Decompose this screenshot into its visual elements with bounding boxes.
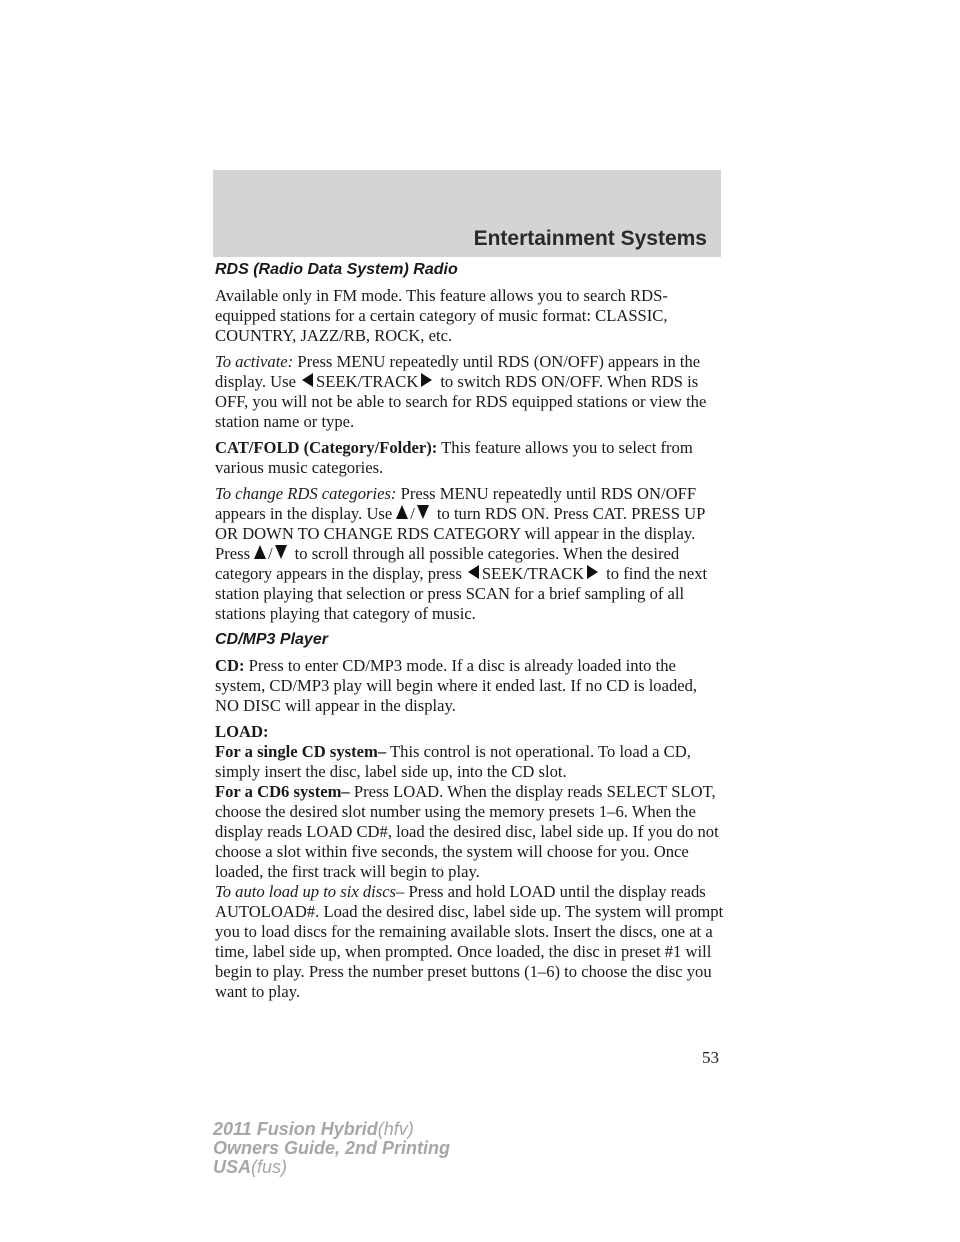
single-cd-paragraph	[215, 742, 725, 782]
change-label: To change RDS categories:	[215, 484, 397, 503]
seek-left-arrow-icon	[302, 373, 313, 387]
section-title: Entertainment Systems	[473, 227, 707, 250]
footer-line-2: Owners Guide, 2nd Printing	[213, 1138, 451, 1158]
footer-model: 2011 Fusion Hybrid	[213, 1119, 378, 1139]
autoload-paragraph	[215, 882, 725, 1002]
change-text-2: to turn RDS ON. Press CAT. PRESS UP OR DOWN TO CHANGE RDS CATEGORY will appear in the display. Press	[215, 504, 705, 563]
catfold-paragraph	[215, 438, 725, 478]
page-number: 53	[702, 1048, 719, 1067]
down-arrow-icon	[275, 545, 287, 559]
footer-model-code: (hfv)	[377, 1119, 414, 1139]
up-arrow-icon	[396, 505, 408, 519]
change-rds-paragraph	[215, 484, 725, 624]
slash-1: /	[410, 504, 415, 523]
catfold-text: This feature allows you to select from various music categories.	[215, 438, 693, 477]
footer-market: USA	[213, 1157, 252, 1177]
seek-right-arrow-icon	[421, 373, 432, 387]
footer-line-3	[213, 1158, 450, 1177]
cd6-paragraph	[215, 782, 725, 882]
cd-text: Press to enter CD/MP3 mode. If a disc is already loaded into the system, CD/MP3 play will begin where it ended last. If no CD is loaded, NO DISC will appear in the display.	[215, 656, 698, 715]
footer-market-code: (fus)	[251, 1157, 288, 1177]
load-label: LOAD:	[215, 722, 269, 741]
single-cd-text: This control is not operational. To load a CD, simply insert the disc, label side up, into the CD slot.	[215, 742, 691, 781]
cd-heading: CD/MP3 Player	[215, 631, 328, 648]
cd6-text: Press LOAD. When the display reads SELECT SLOT, choose the desired slot number using the memory presets 1–6. When the display reads LOAD CD#, load the desired disc, label side up. If you do not choose a slot within five seconds, the system will choose for you. Once loaded, the first track will begin to play.	[215, 782, 719, 881]
catfold-label: CAT/FOLD (Category/Folder):	[215, 438, 438, 457]
cd-label: CD:	[215, 656, 245, 675]
single-cd-label: For a single CD system–	[215, 742, 387, 761]
change-text-3: to scroll through all possible categories. When the desired category appears in the display, press	[215, 544, 680, 583]
page-content	[215, 258, 725, 1002]
autoload-text: – Press and hold LOAD until the display reads AUTOLOAD#. Load the desired disc, label side up. The system will prompt you to load discs for the remaining available slots. Insert the discs, one at a time, label side up, when prompted. Once loaded, the disc in preset #1 will begin to play. Press the number preset buttons (1–6) to choose the disc you want to play.	[215, 882, 724, 1001]
activate-text-1: Press MENU repeatedly until RDS (ON/OFF) appears in the display. Use	[215, 352, 701, 391]
rds-heading: RDS (Radio Data System) Radio	[215, 261, 458, 278]
rds-intro: Available only in FM mode. This feature allows you to search RDS-equipped stations for a certain category of music format: CLASSIC, COUNTRY, JAZZ/RB, ROCK, etc.	[215, 286, 668, 345]
down-arrow-icon	[417, 505, 429, 519]
activate-text-2: to switch RDS ON/OFF. When RDS is OFF, you will not be able to search for RDS equipped stations or view the station name or type.	[215, 372, 707, 431]
slash-2: /	[268, 544, 273, 563]
footer	[213, 1120, 450, 1177]
rds-activate-paragraph	[215, 352, 725, 432]
seek-right-arrow-icon	[587, 565, 598, 579]
activate-seek: SEEK/TRACK	[315, 372, 419, 391]
autoload-label: To auto load up to six discs	[215, 882, 397, 901]
cd-paragraph	[215, 656, 725, 716]
change-text-1: Press MENU repeatedly until RDS ON/OFF appears in the display. Use	[215, 484, 697, 523]
up-arrow-icon	[254, 545, 266, 559]
activate-label: To activate:	[215, 352, 294, 371]
footer-line-1	[213, 1120, 450, 1139]
cd6-label: For a CD6 system–	[215, 782, 350, 801]
section-header	[213, 170, 721, 257]
seek-left-arrow-icon	[468, 565, 479, 579]
change-seek: SEEK/TRACK	[481, 564, 585, 583]
change-text-4: to find the next station playing that selection or press SCAN for a brief sampling of all stations playing that category of music.	[215, 564, 708, 623]
